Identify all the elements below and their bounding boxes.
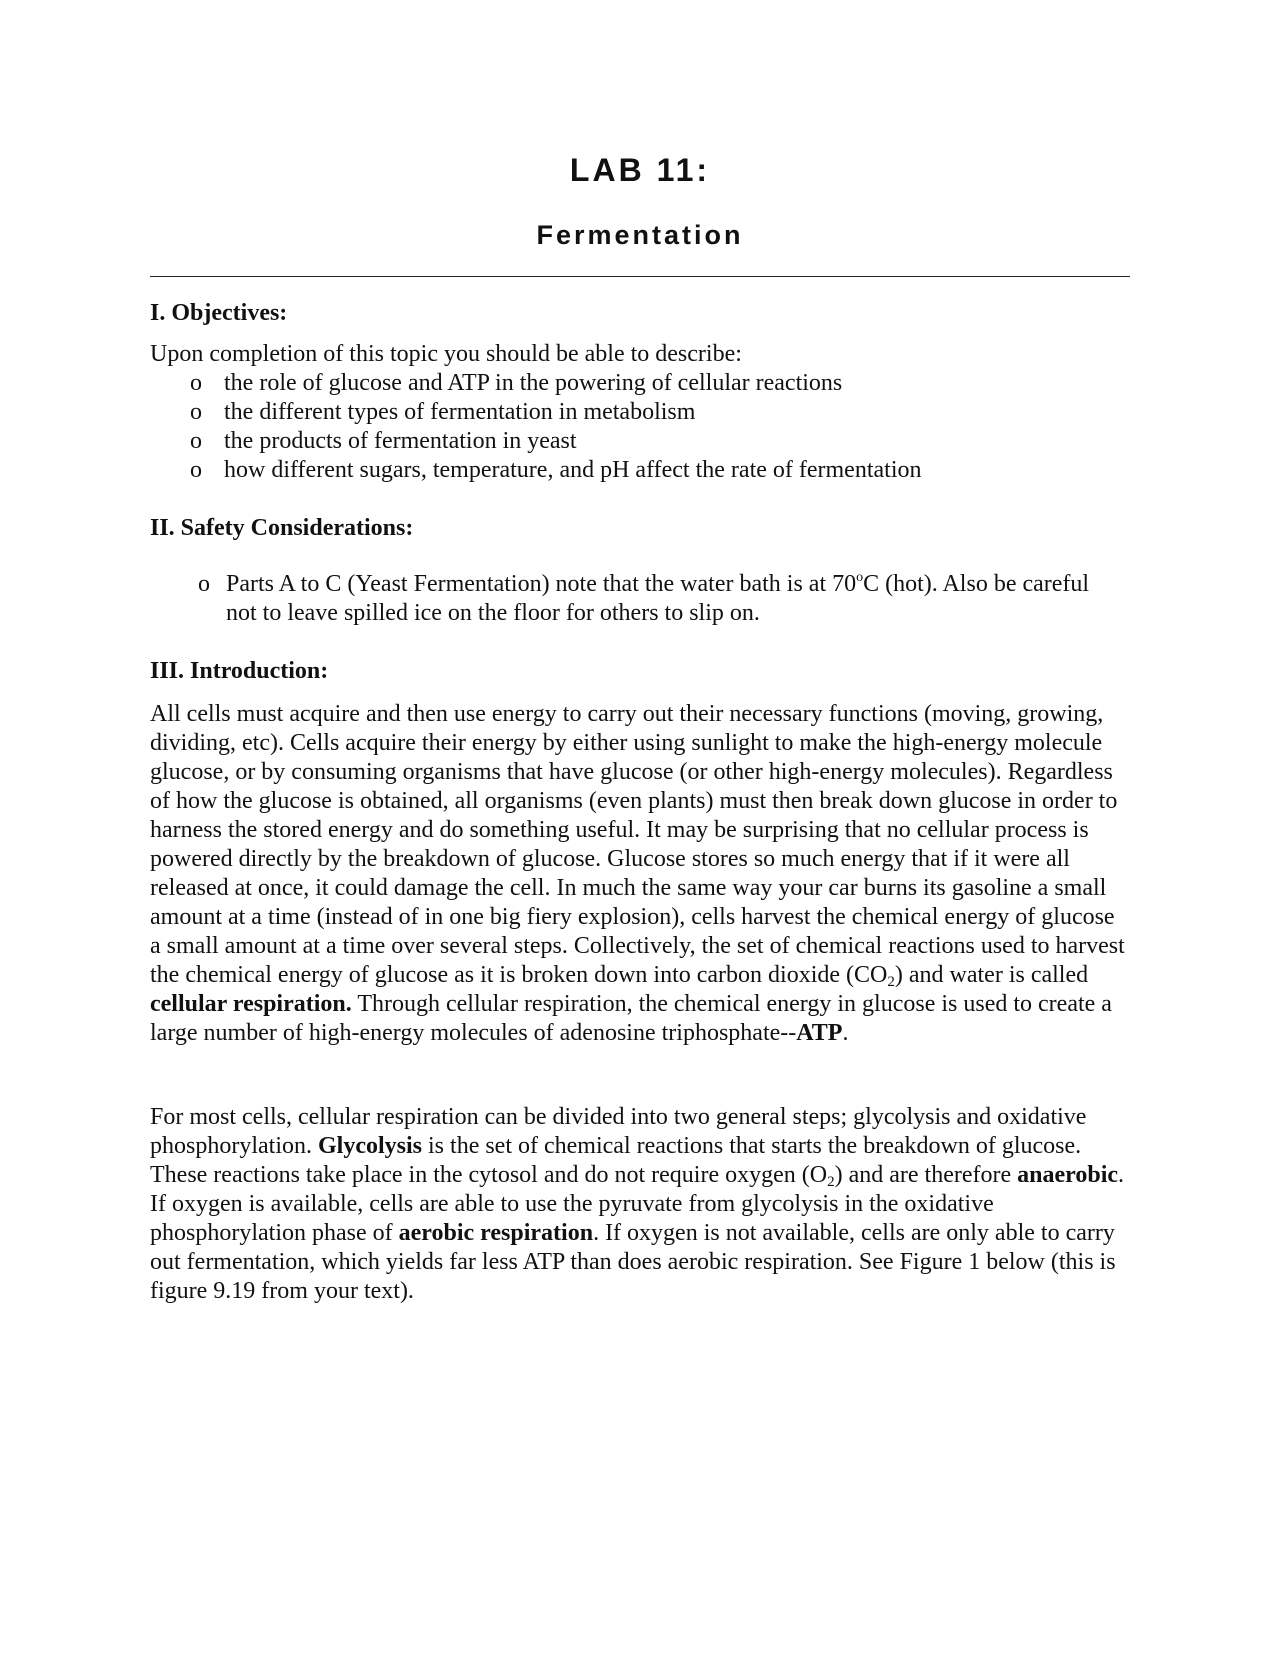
list-item [180,456,922,485]
list-item [180,398,922,427]
list-item-text: the different types of fermentation in metabolism [224,399,696,425]
list-item-text: how different sugars, temperature, and pH affect the rate of fermentation [224,457,922,483]
title-divider [150,276,1130,277]
page-title: LAB 11: [569,152,711,188]
objectives-intro: Upon completion of this topic you should be able to describe: [150,341,742,367]
list-item [180,369,922,398]
objectives-heading: I. Objectives: [150,300,288,326]
safety-text: Parts A to C (Yeast Fermentation) note that the water bath is at 70$^o$C (hot). Also be careful not to leave spilled ice on the floor for others to slip on. [226,570,1090,626]
introduction-paragraph-2: For most cells, cellular respiration can be divided into two general steps; glycolysis and oxidative phosphorylation. Glycolysis is the set of chemical reactions that starts the breakdown of glucose. These reactions take place in the cytosol and do not require oxygen $(O_2)$ and are therefore anaerobic. If oxygen is available, cells are able to use the pyruvate from glycolysis in the oxidative phosphorylation phase of aerobic respiration. If oxygen is not available, cells are only able to carry out fermentation, which yields far less ATP than does aerobic respiration. See Figure 1 below (this is figure 9.19 from your text). [150,1104,1125,1304]
introduction-paragraph-1: All cells must acquire and then use energy to carry out their necessary functions (moving, growing, dividing, etc). Cells acquire their energy by either using sunlight to make the high-energy molecule glucose, or by consuming organisms that have glucose (or other high-energy molecules). Regardless of how the glucose is obtained, all organisms (even plants) must then break down glucose in order to harness the stored energy and do something useful. It may be surprising that no cellular process is powered directly by the breakdown of glucose. Glucose stores so much energy that if it were all released at once, it could damage the cell. In much the same way your car burns its gasoline a small amount at a time (instead of in one big fiery explosion), cells harvest the chemical energy of glucose a small amount at a time over several steps. Collectively, the set of chemical reactions used to harvest the chemical energy of glucose as it is broken down into carbon dioxide $(CO_2)$ and water is called cellular respiration. Through cellular respiration, the chemical energy in glucose is used to create a large number of high-energy molecules of adenosine triphosphate--ATP. [150,701,1125,1046]
list-item [180,427,922,456]
list-item-text: the products of fermentation in yeast [224,428,577,454]
bullet-icon: o [190,457,202,483]
bullet-icon: o [190,370,202,396]
introduction-heading: III. Introduction: [150,658,329,684]
list-item-text: the role of glucose and ATP in the powering of cellular reactions [224,370,843,396]
safety-item [198,570,1098,628]
safety-heading: II. Safety Considerations: [150,515,414,541]
bullet-icon: o [190,428,202,454]
page-subtitle: Fermentation [536,220,744,250]
bullet-icon: o [198,571,210,597]
objectives-list [180,369,922,485]
bullet-icon: o [190,399,202,425]
